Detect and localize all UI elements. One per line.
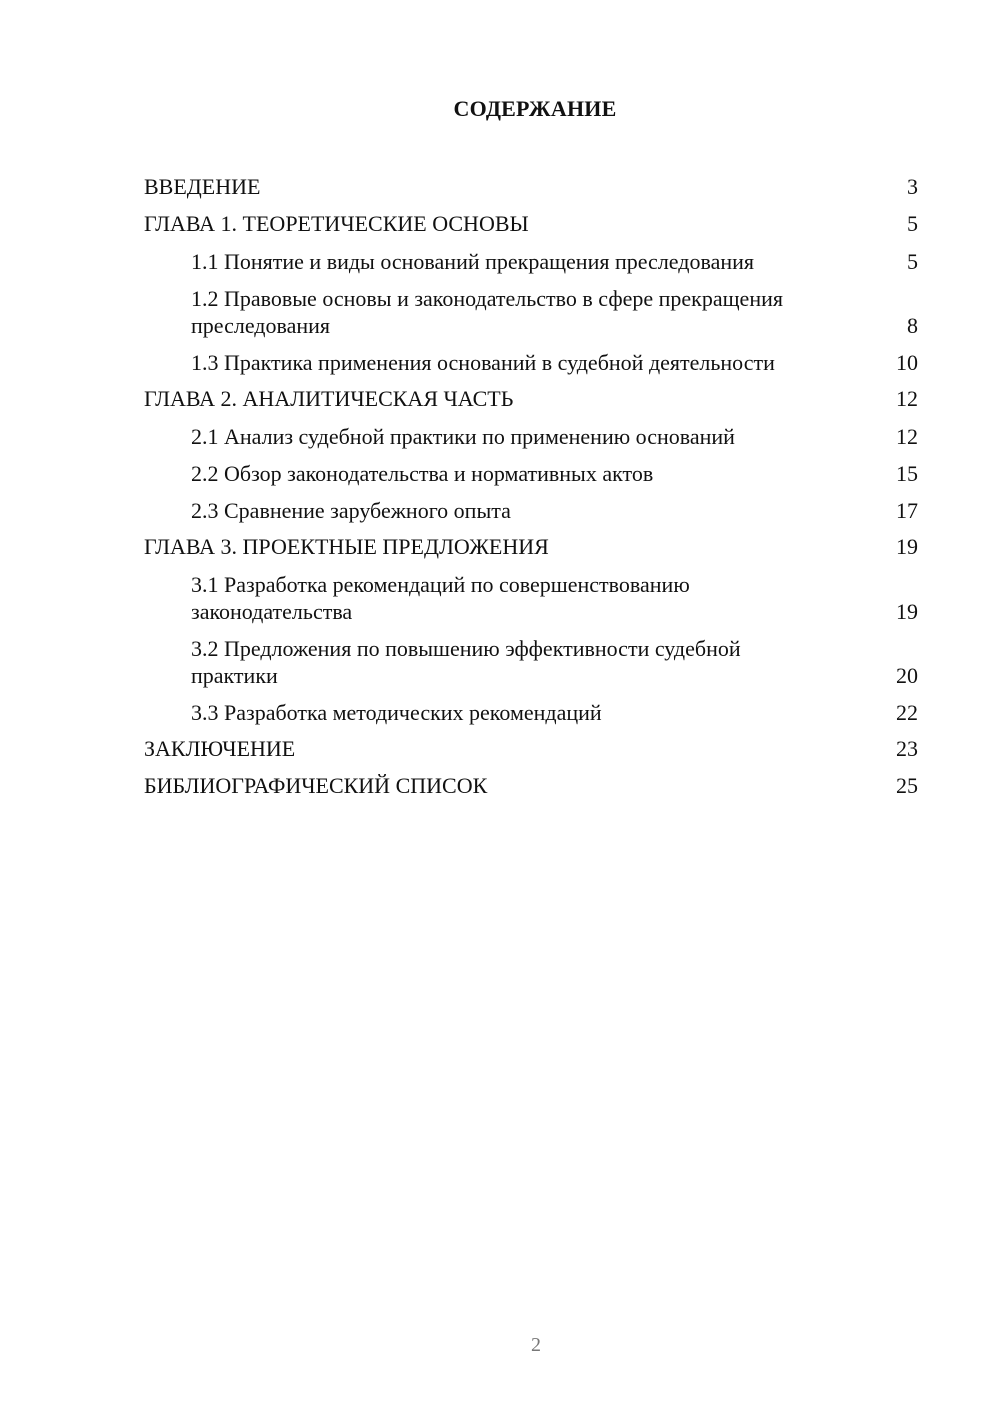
toc-entry-page: 12 — [896, 386, 918, 411]
page-number: 2 — [531, 1334, 541, 1356]
toc-entry-page: 12 — [896, 424, 918, 449]
toc-entry-text: 1.3 Практика применения оснований в судебной деятельности — [191, 350, 775, 375]
toc-entry-introduction[interactable] — [144, 170, 918, 207]
toc-entry-section-1-2[interactable] — [144, 281, 918, 345]
toc-entry-section-2-1[interactable] — [144, 419, 918, 456]
toc-entry-text: 3.2 Предложения по повышению эффективности судебной практики — [191, 636, 741, 688]
toc-entry-chapter-1[interactable] — [144, 207, 918, 244]
toc-entry-text: 2.2 Обзор законодательства и нормативных актов — [191, 461, 654, 486]
toc-entry-text: 2.1 Анализ судебной практики по применению оснований — [191, 424, 735, 449]
toc-entry-page: 19 — [896, 599, 918, 624]
toc-entry-text: 3.3 Разработка методических рекомендаций — [191, 700, 602, 725]
toc-entry-page: 17 — [896, 498, 918, 523]
toc-entry-page: 19 — [896, 534, 918, 559]
toc-entry-section-3-3[interactable] — [144, 695, 918, 732]
toc-entry-text: ЗАКЛЮЧЕНИЕ — [144, 736, 296, 761]
toc-entry-text: ГЛАВА 3. ПРОЕКТНЫЕ ПРЕДЛОЖЕНИЯ — [144, 534, 549, 559]
toc-entry-page: 20 — [896, 663, 918, 688]
toc-entry-section-1-3[interactable] — [144, 345, 918, 382]
toc-entry-text: ГЛАВА 1. ТЕОРЕТИЧЕСКИЕ ОСНОВЫ — [144, 211, 529, 236]
toc-entry-text: ВВЕДЕНИЕ — [144, 174, 261, 199]
toc-entry-text: ГЛАВА 2. АНАЛИТИЧЕСКАЯ ЧАСТЬ — [144, 386, 514, 411]
toc-entry-section-2-2[interactable] — [144, 456, 918, 493]
toc-entry-page: 10 — [896, 350, 918, 375]
toc-entry-chapter-3[interactable] — [144, 530, 918, 567]
toc-entry-page: 22 — [896, 700, 918, 725]
toc-entry-section-2-3[interactable] — [144, 493, 918, 530]
toc-entry-page: 5 — [907, 211, 918, 236]
toc-entry-text: 1.2 Правовые основы и законодательство в сфере прекращения преследования — [191, 286, 783, 338]
toc-entry-conclusion[interactable] — [144, 732, 918, 769]
toc-entry-bibliography[interactable] — [144, 769, 918, 806]
toc-entry-text: 3.1 Разработка рекомендаций по совершенствованию законодательства — [191, 572, 690, 624]
toc-entry-text: БИБЛИОГРАФИЧЕСКИЙ СПИСОК — [144, 773, 488, 798]
toc-entry-page: 25 — [896, 773, 918, 798]
toc-entry-chapter-2[interactable] — [144, 382, 918, 419]
toc-entry-page: 23 — [896, 736, 918, 761]
page-title: СОДЕРЖАНИЕ — [453, 96, 617, 121]
toc-entry-text: 2.3 Сравнение зарубежного опыта — [191, 498, 511, 523]
toc-entry-section-3-1[interactable] — [144, 567, 918, 631]
toc-entry-page: 3 — [907, 174, 918, 199]
toc-entry-section-3-2[interactable] — [144, 631, 918, 695]
toc-entry-section-1-1[interactable] — [144, 244, 918, 281]
toc-entry-page: 15 — [896, 461, 918, 486]
toc-entry-text: 1.1 Понятие и виды оснований прекращения преследования — [191, 249, 754, 274]
table-of-contents — [144, 170, 918, 806]
toc-entry-page: 5 — [907, 249, 918, 274]
toc-entry-page: 8 — [907, 313, 918, 338]
